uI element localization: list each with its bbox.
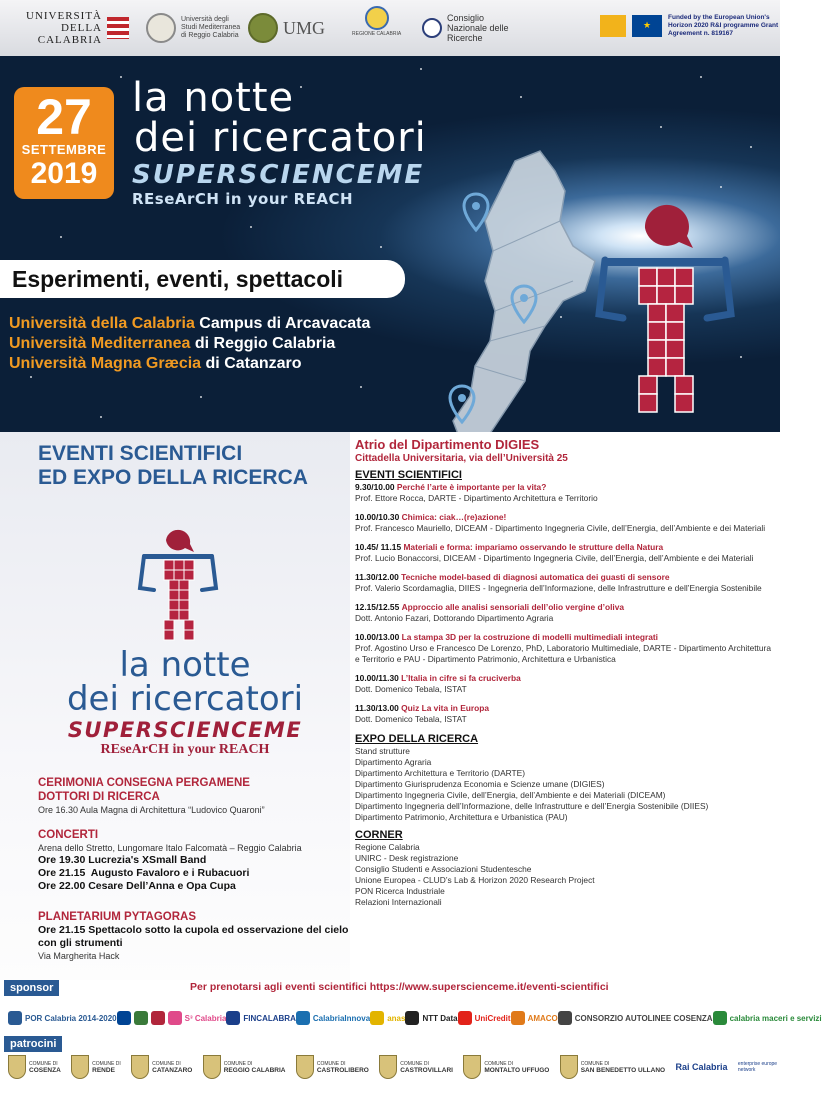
corner-item: Unione Europea - CLUD’s Lab & Horizon 2020 Research Project <box>355 875 595 885</box>
event-people: Dott. Domenico Tebala, ISTAT <box>355 684 467 694</box>
event-people: Prof. Francesco Mauriello, DICEAM - Dipartimento Ingegneria Civile, dell’Energia, dell’Ambiente e dei Materiali <box>355 523 766 533</box>
sponsor-logo <box>151 1011 168 1025</box>
cnr-icon <box>422 18 442 38</box>
sponsor-name: CalabriaInnova <box>312 1013 371 1023</box>
event-title-line <box>355 482 775 493</box>
patrocinio-text: COMUNE DI MONTALTO UFFUGO <box>484 1060 550 1074</box>
umg-logo <box>248 10 325 46</box>
sponsor-mark-icon <box>168 1011 182 1025</box>
event-people: Dott. Antonio Fazari, Dottorando Dipartimento Agraria <box>355 613 554 623</box>
logo-title-line1: la notte <box>119 645 251 685</box>
left-heading-line2: ED EXPO DELLA RICERCA <box>38 466 308 489</box>
comune-name: MONTALTO UFFUGO <box>484 1066 550 1074</box>
venue-title: Atrio del Dipartimento DIGIES <box>355 437 540 452</box>
university-campus: di Reggio Calabria <box>190 335 336 352</box>
sponsor-logo <box>296 1011 370 1025</box>
corner-list <box>355 842 775 908</box>
patrocinio-text: COMUNE DI RENDE <box>92 1060 121 1074</box>
event-item <box>355 703 775 725</box>
corner-item: Consiglio Studenti e Associazioni Studentesche <box>355 864 532 874</box>
hero-title-line1: la notte <box>132 75 295 121</box>
event-time: 10.00/10.30 <box>355 512 400 522</box>
event-item <box>355 512 775 534</box>
een-logo <box>738 1061 778 1073</box>
sponsor-logo <box>558 1011 713 1025</box>
sponsor-name: anas <box>387 1013 406 1023</box>
planetarium-text: con gli strumenti <box>38 937 123 949</box>
unical-logo <box>18 10 129 46</box>
hero-tagline: REseArCH in your REACH <box>132 190 354 208</box>
patrocini-label: patrocini <box>4 1036 62 1052</box>
sponsor-mark-icon <box>405 1011 419 1025</box>
sponsor-logo <box>458 1011 511 1025</box>
event-title: Approccio alle analisi sensoriali dell’olio vergine d’oliva <box>401 602 625 612</box>
patrocinio-logo <box>379 1055 453 1079</box>
sponsor-mark-icon <box>8 1011 22 1025</box>
cnr-logo <box>422 10 525 46</box>
expo-item: Dipartimento Ingegneria dell’Informazione, delle Infrastrutture e dell’Energia Sostenibile (DIIES) <box>355 801 709 811</box>
patrocinio-logo <box>560 1055 665 1079</box>
planetarium-text: Ore 21.15 Spettacolo sotto la cupola ed osservazione del cielo <box>38 924 349 936</box>
hero-title <box>132 75 427 161</box>
sponsor-mark-icon <box>713 1011 727 1025</box>
date-month: SETTEMBRE <box>21 142 107 157</box>
university-name: Università Magna Græcia <box>9 355 202 372</box>
patrocinio-logo <box>463 1055 549 1079</box>
event-item <box>355 482 775 504</box>
sponsor-logo <box>168 1011 227 1025</box>
expo-item: Dipartimento Giurisprudenza Economia e Scienze umane (DIGIES) <box>355 779 605 789</box>
coat-of-arms-icon <box>560 1055 578 1079</box>
event-time: 10.00/13.00 <box>355 632 400 642</box>
sponsor-name: S³ Calabria <box>184 1013 227 1023</box>
university-campus: Campus di Arcavacata <box>194 315 371 332</box>
planetarium-heading: PLANETARIUM PYTAGORAS <box>38 911 197 923</box>
concert-item: Ore 19.30 Lucrezia's XSmall Band <box>38 854 207 866</box>
sponsor-mark-icon <box>558 1011 572 1025</box>
hero-title-line2: dei ricercatori <box>134 115 427 161</box>
researcher-mascot-small <box>138 522 218 642</box>
expo-heading: EXPO DELLA RICERCA <box>355 733 479 745</box>
cnr-name: Consiglio Nazionale delle Ricerche <box>447 13 509 43</box>
event-item <box>355 632 775 665</box>
sponsor-logo <box>134 1011 151 1025</box>
patrocinio-text: COMUNE DI CATANZARO <box>152 1060 193 1074</box>
logo-bar <box>0 0 780 56</box>
patrocinio-text: COMUNE DI CASTROVILLARI <box>400 1060 453 1074</box>
program-section <box>0 432 780 980</box>
eu-funding-text: Funded by the European Union's Horizon 2020 R&I programme Grant Agreement n. 819167 <box>668 14 779 37</box>
university-name: Università Mediterranea <box>9 335 191 352</box>
events-list <box>355 482 775 725</box>
hero-subtitle: SUPERSCIENCEME <box>132 160 425 190</box>
event-people: Prof. Ettore Rocca, DARTE - Dipartimento Architettura e Territorio <box>355 493 598 503</box>
coat-of-arms-icon <box>8 1055 26 1079</box>
event-title: Tecniche model-based di diagnosi automatica dei guasti di sensore <box>401 572 670 582</box>
patrocinio-text: COMUNE DI REGGIO CALABRIA <box>223 1060 286 1074</box>
sponsor-name: NTT Data <box>422 1013 458 1023</box>
rai-logo <box>675 1061 728 1072</box>
unical-name: UNIVERSITÀ DELLA CALABRIA <box>26 10 102 46</box>
een-name: enterprise europe network <box>737 1061 778 1073</box>
event-item <box>355 673 775 695</box>
comune-name: COSENZA <box>29 1066 61 1074</box>
sponsor-name: CONSORZIO AUTOLINEE COSENZA <box>574 1013 713 1023</box>
event-time: 11.30/12.00 <box>355 572 399 582</box>
corner-item: PON Ricerca Industriale <box>355 886 445 896</box>
comune-name: CATANZARO <box>152 1066 193 1074</box>
coat-of-arms-icon <box>203 1055 221 1079</box>
event-item <box>355 542 775 564</box>
sponsor-name: POR Calabria 2014-2020 <box>25 1013 117 1023</box>
map-pin-icon <box>448 384 476 424</box>
logo-tagline: REseArCH in your REACH <box>100 742 270 757</box>
planetarium-section <box>38 910 348 962</box>
event-people: Prof. Lucio Bonaccorsi, DICEAM - Dipartimento Ingegneria Civile, dell’Energia, dell’Ambiente e dei Materiali <box>355 553 754 563</box>
event-title-line <box>355 542 775 553</box>
event-title-line <box>355 703 775 714</box>
sponsor-name: UniCredit <box>474 1013 511 1023</box>
logo-title-line2: dei ricercatori <box>66 679 304 719</box>
event-time: 10.00/11.30 <box>355 673 399 683</box>
university-line <box>9 314 370 334</box>
mediterranea-logo <box>146 10 241 46</box>
concert-item: Ore 22.00 Cesare Dell’Anna e Opa Cupa <box>38 880 236 892</box>
concert-item: Ore 21.15 Augusto Favaloro e i Rubacuori <box>38 867 250 879</box>
university-name: Università della Calabria <box>9 315 195 332</box>
patrocinio-logo <box>203 1055 286 1079</box>
left-heading-line1: EVENTI SCIENTIFICI <box>38 442 243 465</box>
sponsor-logo <box>405 1011 457 1025</box>
cerimonia-heading: DOTTORI DI RICERCA <box>38 791 160 803</box>
patrocinio-text: COMUNE DI SAN BENEDETTO ULLANO <box>580 1060 666 1074</box>
corner-item: Relazioni Internazionali <box>355 897 442 907</box>
event-time: 10.45/ 11.15 <box>355 542 402 552</box>
coat-of-arms-icon <box>71 1055 89 1079</box>
event-people: Prof. Valerio Scordamaglia, DIIES - Ingegneria dell’Informazione, delle Infrastrutture e dell’Energia Sostenibile <box>355 583 762 593</box>
cerimonia-heading: CERIMONIA CONSEGNA PERGAMENE <box>38 777 250 789</box>
event-people: Prof. Agostino Urso e Francesco De Lorenzo, PhD, Laboratorio Multimediale, DARTE - Dipartimento Architettura e Territorio e PAU - Dipartimento Patrimonio, Architettura e Urbanistica <box>355 643 771 664</box>
events-banner: Esperimenti, eventi, spettacoli <box>0 260 405 298</box>
patrocinio-text: COMUNE DI CASTROLIBERO <box>316 1060 369 1074</box>
concerti-section <box>38 828 302 893</box>
sponsor-mark-icon <box>458 1011 472 1025</box>
corner-item: Regione Calabria <box>355 842 420 852</box>
regione-name: REGIONE CALABRIA <box>352 31 402 37</box>
comune-name: SAN BENEDETTO ULLANO <box>580 1066 666 1074</box>
footer <box>0 980 822 1097</box>
event-people: Dott. Domenico Tebala, ISTAT <box>355 714 467 724</box>
map-pin-icon <box>510 284 538 324</box>
concerti-heading: CONCERTI <box>38 829 99 841</box>
rai-name: Rai Calabria <box>675 1061 728 1072</box>
sponsor-mark-icon <box>151 1011 165 1025</box>
event-title-line <box>355 602 775 613</box>
patrocinio-text: COMUNE DI COSENZA <box>29 1060 61 1074</box>
regione-crest-icon <box>365 6 389 30</box>
comune-name: CASTROVILLARI <box>400 1066 453 1074</box>
researcher-mascot <box>595 196 735 432</box>
event-title-line <box>355 572 775 583</box>
comune-name: REGGIO CALABRIA <box>223 1066 286 1074</box>
date-badge <box>14 87 114 199</box>
sponsor-mark-icon <box>511 1011 525 1025</box>
date-day: 27 <box>36 89 92 145</box>
sponsor-name: AMACO <box>527 1013 558 1023</box>
event-title: Chimica: ciak…(re)azione! <box>401 512 507 522</box>
event-title: Quiz La vita in Europa <box>401 703 490 713</box>
event-title-line <box>355 512 775 523</box>
sponsor-logo <box>226 1011 295 1025</box>
eventi-heading: EVENTI SCIENTIFICI <box>355 469 462 481</box>
event-title: Perché l’arte è importante per la vita? <box>396 482 547 492</box>
event-time: 9.30/10.00 <box>355 482 395 492</box>
sponsor-name: calabria maceri e servizi <box>729 1013 822 1023</box>
unical-flag-icon <box>107 17 129 39</box>
right-column <box>355 438 775 908</box>
corner-item: UNIRC - Desk registrazione <box>355 853 459 863</box>
coat-of-arms-icon <box>131 1055 149 1079</box>
patrocinio-logo <box>131 1055 192 1079</box>
date-year: 2019 <box>30 157 98 190</box>
sponsor-logo <box>117 1011 134 1025</box>
event-title: L’Italia in cifre si fa cruciverba <box>401 673 521 683</box>
coat-of-arms-icon <box>379 1055 397 1079</box>
event-item <box>355 572 775 594</box>
sponsor-mark-icon <box>117 1011 131 1025</box>
sponsor-label: sponsor <box>4 980 59 996</box>
eu-flag-icon: ★ <box>632 15 662 37</box>
expo-item: Dipartimento Patrimonio, Architettura e Urbanistica (PAU) <box>355 812 568 822</box>
mediterranea-seal-icon <box>146 13 176 43</box>
event-time: 12.15/12.55 <box>355 602 400 612</box>
research-logo-icon <box>600 15 626 37</box>
left-column <box>0 432 350 980</box>
university-line <box>9 334 370 354</box>
patrocinio-logo <box>8 1055 61 1079</box>
university-campus: di Catanzaro <box>201 355 302 372</box>
sponsor-logo <box>713 1011 822 1025</box>
coat-of-arms-icon <box>463 1055 481 1079</box>
expo-item: Dipartimento Architettura e Territorio (DARTE) <box>355 768 526 778</box>
map-pin-icon <box>462 192 490 232</box>
patrocini-logos <box>8 1050 778 1084</box>
eu-funding <box>600 14 790 38</box>
comune-name: CASTROLIBERO <box>316 1066 369 1074</box>
sponsor-logos <box>8 1006 822 1030</box>
expo-item: Stand strutture <box>355 746 410 756</box>
event-title: Materiali e forma: impariamo osservando le strutture della Natura <box>403 542 664 552</box>
event-title-line <box>355 632 775 643</box>
patrocinio-logo <box>296 1055 369 1079</box>
expo-item: Dipartimento Agraria <box>355 757 432 767</box>
regione-logo <box>352 6 401 42</box>
event-item <box>355 602 775 624</box>
sponsor-logo <box>511 1011 558 1025</box>
universities-list <box>9 314 370 374</box>
sponsor-mark-icon <box>370 1011 384 1025</box>
venue-address: Cittadella Universitaria, via dell’Università 25 <box>355 453 568 464</box>
corner-heading: CORNER <box>355 829 403 841</box>
mediterranea-name: Università degli Studi Mediterranea di Reggio Calabria <box>181 16 241 39</box>
cerimonia-text: Ore 16.30 Aula Magna di Architettura “Ludovico Quaroni” <box>38 805 265 815</box>
booking-link[interactable]: Per prenotarsi agli eventi scientifici https://www.superscienceme.it/eventi-scientifici <box>190 981 609 993</box>
expo-list <box>355 746 775 823</box>
logo-subtitle: SUPERSCIENCEME <box>67 718 303 742</box>
event-time: 11.30/13.00 <box>355 703 399 713</box>
sponsor-mark-icon <box>296 1011 310 1025</box>
sponsor-mark-icon <box>134 1011 148 1025</box>
expo-item: Dipartimento Ingegneria Civile, dell’Energia, dell’Ambiente e dei Materiali (DICEAM) <box>355 790 666 800</box>
coat-of-arms-icon <box>296 1055 314 1079</box>
umg-name: UMG <box>283 17 326 38</box>
planetarium-place: Via Margherita Hack <box>38 951 120 961</box>
event-title-line <box>355 673 775 684</box>
event-logo <box>40 645 330 758</box>
hero-banner <box>0 56 780 432</box>
left-heading <box>38 442 308 490</box>
university-line <box>9 354 370 374</box>
cerimonia-section <box>38 776 265 816</box>
sponsor-name: FINCALABRA <box>243 1013 296 1023</box>
event-title: La stampa 3D per la costruzione di modelli multimediali integrati <box>401 632 659 642</box>
sponsor-mark-icon <box>226 1011 240 1025</box>
comune-name: RENDE <box>92 1066 115 1074</box>
sponsor-logo <box>8 1011 117 1025</box>
umg-seal-icon <box>248 13 278 43</box>
concerti-place: Arena dello Stretto, Lungomare Italo Falcomatà – Reggio Calabria <box>38 843 302 853</box>
sponsor-logo <box>370 1011 405 1025</box>
patrocinio-logo <box>71 1055 121 1079</box>
